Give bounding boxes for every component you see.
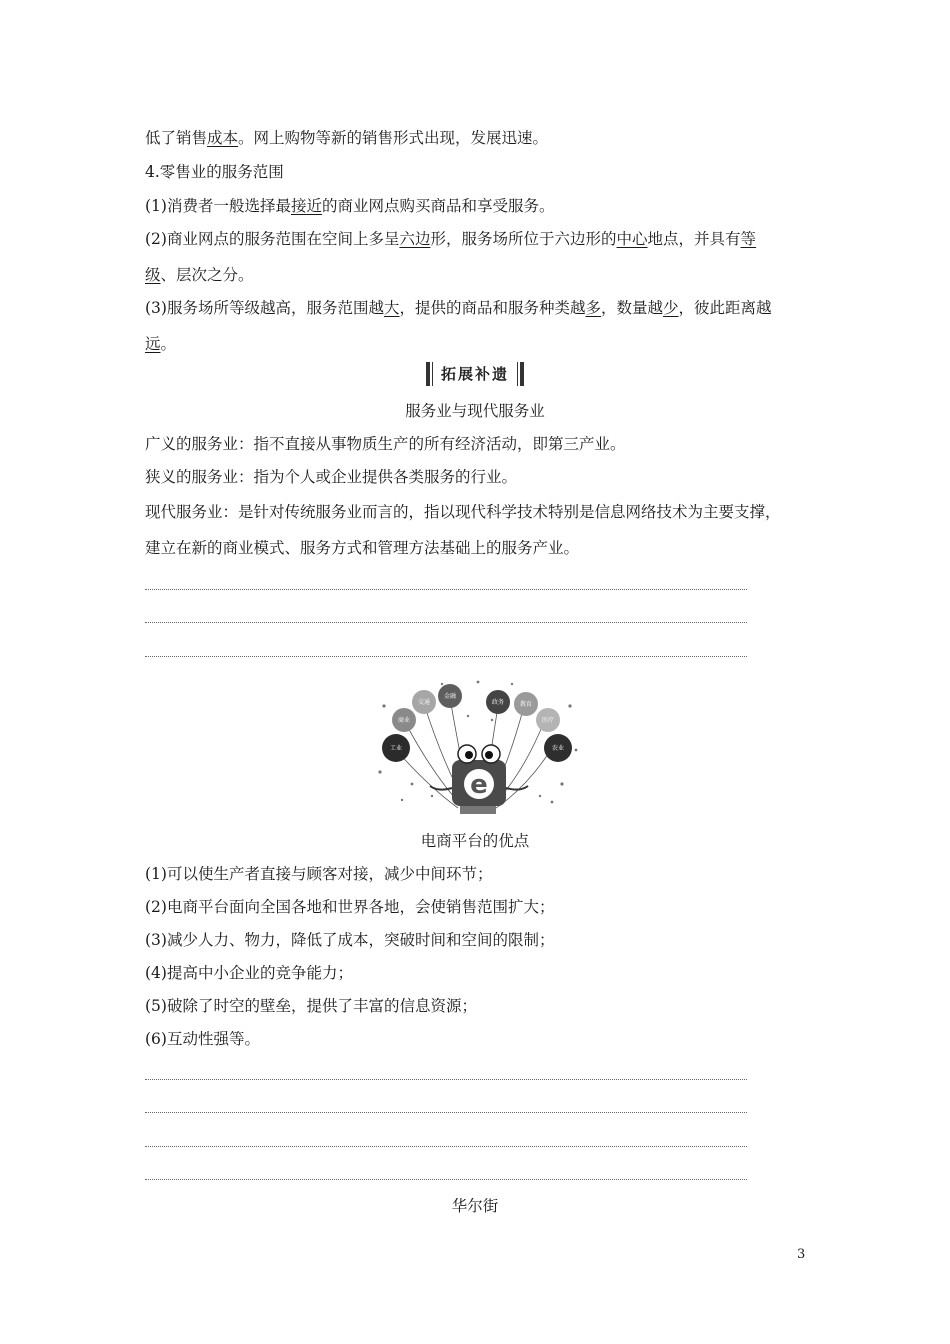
text-line: (3)服务场所等级越高，服务范围越大，提供的商品和服务种类越多，数量越少，彼此距离越 — [145, 299, 772, 317]
extension-badge: 拓展补遗 — [426, 362, 524, 386]
list-item: (3)减少人力、物力，降低了成本，突破时间和空间的限制； — [145, 931, 555, 949]
list-item: (1)可以使生产者直接与顾客对接，减少中间环节； — [145, 865, 493, 883]
text-line: 现代服务业：是针对传统服务业而言的，指以现代科学技术特别是信息网络技术为主要支撑， — [145, 503, 781, 521]
section-title-service-industry: 服务业与现代服务业 — [405, 402, 545, 420]
text-line: 低了销售成本。网上购物等新的销售形式出现，发展迅速。 — [145, 129, 549, 147]
answer-blank: 六边 — [399, 230, 431, 248]
answer-blank: 中心 — [616, 230, 648, 248]
text-line: 级、层次之分。 — [145, 266, 254, 284]
answer-blank: 等 — [740, 230, 757, 248]
note-rule — [145, 589, 747, 590]
answer-blank: 多 — [585, 299, 602, 317]
answer-blank: 少 — [663, 299, 679, 317]
list-item: (2)电商平台面向全国各地和世界各地，会使销售范围扩大； — [145, 898, 555, 916]
ecommerce-illustration — [372, 676, 584, 828]
section-title-ecommerce: 电商平台的优点 — [420, 832, 530, 850]
text-line: 远。 — [145, 335, 177, 353]
answer-blank: 大 — [383, 299, 400, 317]
balloon-label: 商业 — [397, 717, 411, 724]
note-rule — [145, 656, 747, 657]
list-item: (4)提高中小企业的竞争能力； — [145, 964, 353, 982]
answer-blank: 接近 — [290, 197, 322, 215]
mascot-letter: e — [470, 770, 488, 800]
note-rule — [145, 1179, 747, 1180]
text-line: 狭义的服务业：指为个人或企业提供各类服务的行业。 — [145, 468, 518, 486]
note-rule — [145, 1146, 747, 1147]
balloon-label: 医疗 — [541, 717, 555, 724]
balloon-label: 金融 — [443, 693, 457, 700]
text-line: 建立在新的商业模式、服务方式和管理方法基础上的服务产业。 — [145, 539, 580, 557]
balloon-label: 工业 — [389, 745, 403, 752]
text-line: 广义的服务业：指不直接从事物质生产的所有经济活动，即第三产业。 — [145, 435, 626, 453]
note-rule — [145, 622, 747, 623]
text-line: (1)消费者一般选择最接近的商业网点购买商品和享受服务。 — [145, 197, 555, 215]
list-item: (6)互动性强等。 — [145, 1030, 260, 1048]
balloon-label: 农业 — [551, 745, 565, 752]
balloon-label: 教育 — [519, 701, 533, 708]
answer-blank: 级 — [145, 266, 161, 284]
note-rule — [145, 1112, 747, 1113]
page-number: 3 — [797, 1247, 806, 1262]
heading-retail-service-range: 4.零售业的服务范围 — [145, 163, 284, 181]
balloon-label: 交通 — [417, 699, 431, 706]
answer-blank: 成本 — [207, 129, 239, 147]
note-rule — [145, 1079, 747, 1080]
list-item: (5)破除了时空的壁垒，提供了丰富的信息资源； — [145, 997, 477, 1015]
e-mascot-icon — [430, 745, 528, 814]
text-line: (2)商业网点的服务范围在空间上多呈六边形，服务场所位于六边形的中心地点，并具有等 — [145, 230, 757, 248]
section-title-wall-street: 华尔街 — [451, 1197, 499, 1215]
balloon-label: 政务 — [491, 699, 505, 706]
answer-blank: 远 — [145, 335, 161, 353]
